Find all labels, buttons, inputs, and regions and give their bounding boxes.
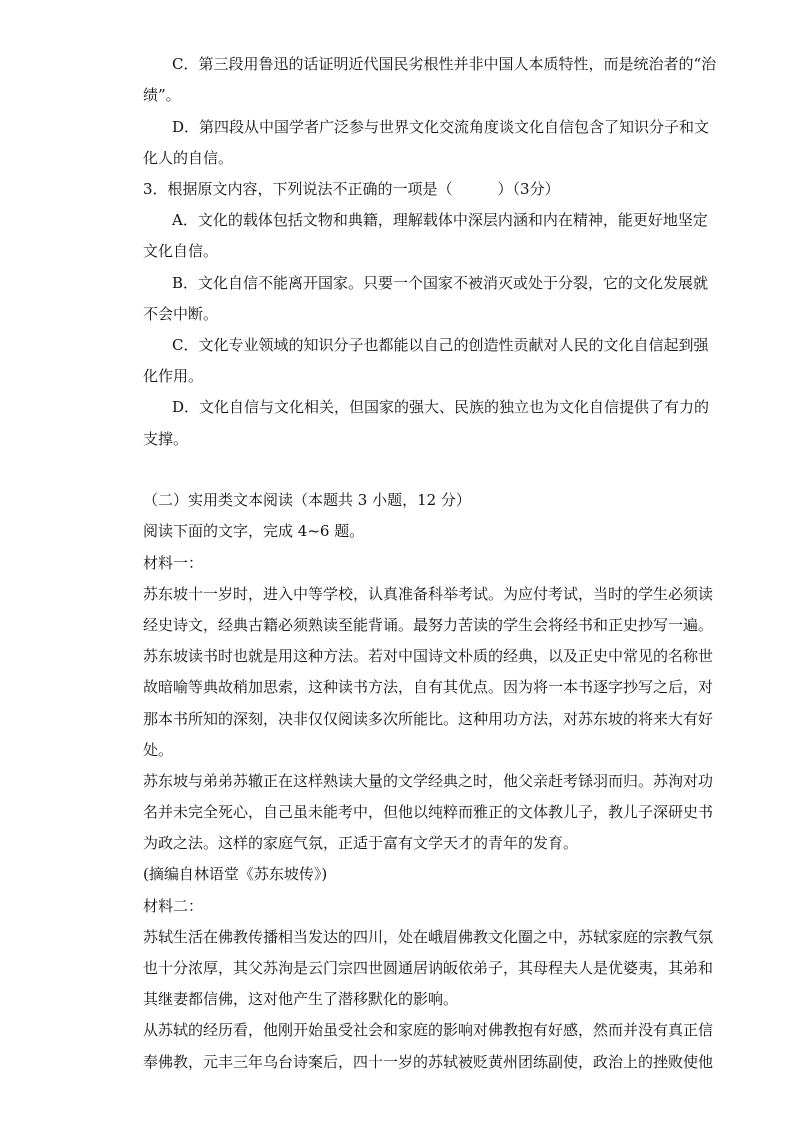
material-one-line-6: 处。 [143,741,174,759]
material-one-line-2: 经史诗文，经典古籍必须熟读至能背诵。最努力苦读的学生会将经书和正史抄写一遍。 [143,616,714,634]
material-one-line-4: 故暗喻等典故稍加思索，这种读书方法，自有其优点。因为将一本书逐字抄写之后，对 [143,678,714,696]
material-one-line-3: 苏东坡读书时也就是用这种方法。若对中国诗文朴质的经典，以及正史中常见的名称世 [143,647,714,665]
material-one-line-8: 名并未完全死心，自己虽未能考中，但他以纯粹而雅正的文体教儿子，教儿子深研史书 [143,803,714,821]
option-d-line-1: D．第四段从中国学者广泛参与世界文化交流角度谈文化自信包含了知识分子和文 [172,118,710,136]
material-one-line-5: 那本书所知的深刻，决非仅仅阅读多次所能比。这种用功方法，对苏东坡的将来大有好 [143,710,714,728]
material-one-source: (摘编自林语堂《苏东坡传》) [143,865,328,883]
reading-instruction: 阅读下面的文字，完成 4~6 题。 [143,522,365,540]
q3-option-c-line-1: C．文化专业领域的知识分子也都能以自己的创造性贡献对人民的文化自信起到强 [172,336,709,354]
material-one-line-1: 苏东坡十一岁时，进入中等学校，认真准备科举考试。为应付考试，当时的学生必须读 [143,585,714,603]
material-two-label: 材料二： [143,897,204,915]
material-two-line-5: 奉佛教，元丰三年乌台诗案后，四十一岁的苏轼被贬黄州团练副使，政治上的挫败使他 [143,1053,714,1071]
q3-option-b-line-1: B．文化自信不能离开国家。只要一个国家不被消灭或处于分裂，它的文化发展就 [172,274,709,292]
q3-option-a-line-2: 文化自信。 [143,242,219,260]
option-c-line-2: 绩”。 [143,86,181,104]
q3-option-c-line-2: 化作用。 [143,367,204,385]
option-c-line-1: C．第三段用鲁迅的话证明近代国民劣根性并非中国人本质特性，而是统治者的“治 [172,55,717,73]
q3-option-d-line-1: D．文化自信与文化相关，但国家的强大、民族的独立也为文化自信提供了有力的 [172,398,710,416]
q3-option-d-line-2: 支撑。 [143,430,189,448]
option-d-line-2: 化人的自信。 [143,149,234,167]
material-two-line-3: 其继妻都信佛，这对他产生了潜移默化的影响。 [143,990,459,1008]
material-two-line-2: 也十分浓厚，其父苏洵是云门宗四世圆通居讷皈依弟子，其母程夫人是优婆夷，其弟和 [143,959,714,977]
q3-option-b-line-2: 不会中断。 [143,305,219,323]
material-two-line-1: 苏轼生活在佛教传播相当发达的四川，处在峨眉佛教文化圈之中，苏轼家庭的宗教气氛 [143,928,714,946]
material-one-label: 材料一： [143,554,204,572]
section-heading: （二）实用类文本阅读（本题共 3 小题，12 分） [143,491,471,509]
material-one-line-7: 苏东坡与弟弟苏辙正在这样熟读大量的文学经典之时，他父亲赶考铩羽而归。苏洵对功 [143,772,714,790]
question-3-stem: 3．根据原文内容，下列说法不正确的一项是（ ）（3分） [143,180,560,198]
q3-option-a-line-1: A．文化的载体包括文物和典籍，理解载体中深层内涵和内在精神，能更好地坚定 [172,211,708,229]
material-one-line-9: 为政之法。这样的家庭气氛，正适于富有文学天才的青年的发育。 [143,834,579,852]
material-two-line-4: 从苏轼的经历看，他刚开始虽受社会和家庭的影响对佛教抱有好感，然而并没有真正信 [143,1021,714,1039]
